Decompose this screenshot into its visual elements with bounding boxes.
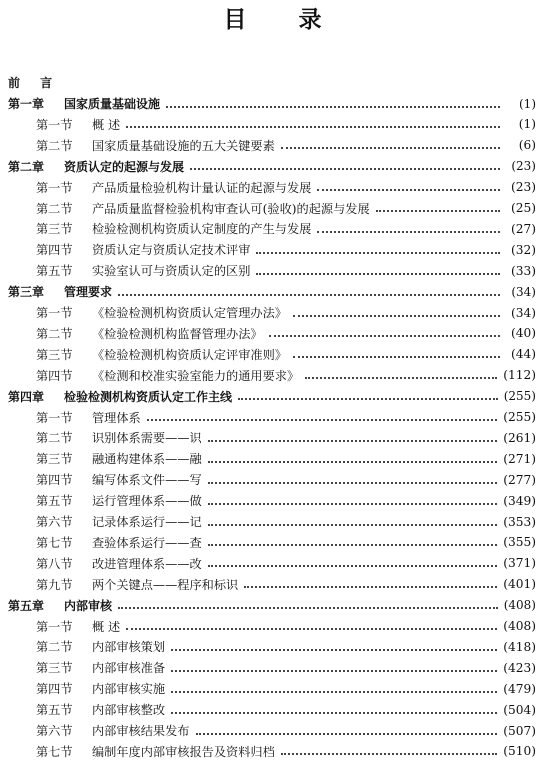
section-entry[interactable] (0, 302, 536, 323)
chapter-entry[interactable] (0, 386, 536, 407)
entry-title: 产品质量检验机构计量认证的起源与发展 (92, 180, 312, 195)
entry-page-number: (261) (503, 430, 536, 445)
entry-page-number: (44) (510, 347, 536, 362)
entry-title: 运行管理体系——做 (92, 494, 202, 509)
preface-label: 前 言 (8, 76, 61, 90)
section-entry[interactable] (0, 636, 536, 657)
dot-leader (196, 719, 498, 735)
entry-number: 第八节 (36, 556, 73, 571)
entry-page-number: (504) (503, 702, 536, 717)
section-entry[interactable] (0, 657, 536, 678)
dot-leader (244, 572, 497, 588)
dot-leader (171, 698, 497, 714)
dot-leader (269, 321, 500, 337)
entry-number: 第七节 (36, 535, 73, 550)
entry-page-number: (1) (519, 96, 536, 111)
entry-page-number: (112) (503, 368, 536, 383)
entry-title: 识别体系需要——识 (92, 431, 202, 446)
entry-title: 检验检测机构资质认定制度的产生与发展 (92, 222, 312, 237)
section-entry[interactable] (0, 574, 536, 595)
entry-page-number: (408) (503, 619, 536, 633)
entry-title: 两个关键点——程序和标识 (92, 577, 239, 592)
section-entry[interactable] (0, 114, 536, 135)
section-entry[interactable] (0, 490, 536, 511)
entry-number: 第五节 (36, 703, 73, 718)
section-entry[interactable] (0, 511, 536, 532)
dot-leader (305, 363, 497, 379)
entry-title: 编写体系文件——写 (92, 473, 202, 488)
entry-page-number: (34) (511, 284, 536, 299)
section-entry[interactable] (0, 344, 536, 365)
entry-page-number: (32) (510, 242, 536, 257)
entry-number: 第一节 (36, 306, 73, 320)
entry-page-number: (371) (503, 556, 536, 571)
entry-number: 第三节 (36, 347, 73, 362)
entry-page-number: (27) (510, 221, 536, 236)
entry-title: 《检验检测机构监督管理办法》 (92, 326, 263, 341)
chapter-entry[interactable] (0, 595, 536, 616)
chapter-entry[interactable] (0, 281, 536, 302)
entry-page-number: (510) (503, 744, 536, 759)
dot-leader (118, 593, 498, 609)
section-entry[interactable] (0, 741, 536, 762)
section-entry[interactable] (0, 260, 536, 281)
entry-title: 资质认定的起源与发展 (64, 159, 185, 174)
entry-title: 内部审核实施 (92, 682, 166, 697)
section-entry[interactable] (0, 177, 536, 198)
entry-number: 第一节 (36, 410, 73, 425)
dot-leader (317, 217, 500, 233)
dot-leader (208, 426, 498, 442)
entry-number: 第四节 (36, 243, 73, 258)
dot-leader (238, 384, 498, 400)
preface-entry[interactable] (0, 72, 536, 93)
entry-title: 内部审核结果发布 (92, 724, 190, 738)
entry-number: 第七节 (36, 744, 73, 759)
entry-page-number: (408) (503, 598, 536, 613)
entry-title: 内部审核策划 (92, 640, 166, 655)
entry-number: 第二节 (36, 640, 73, 655)
dot-leader (171, 656, 497, 672)
section-entry[interactable] (0, 448, 536, 469)
section-entry[interactable] (0, 198, 536, 219)
entry-page-number: (271) (503, 451, 536, 466)
entry-title: 内部审核 (64, 598, 113, 613)
dot-leader (293, 301, 500, 317)
dot-leader (208, 510, 498, 526)
entry-title: 检验检测机构资质认定工作主线 (64, 389, 233, 404)
entry-page-number: (6) (518, 138, 536, 153)
dot-leader (281, 133, 500, 149)
section-entry[interactable] (0, 678, 536, 699)
section-entry[interactable] (0, 616, 536, 637)
dot-leader (208, 530, 498, 546)
dot-leader (126, 614, 497, 630)
entry-page-number: (277) (503, 472, 536, 487)
entry-number: 第二节 (36, 138, 73, 153)
page-title: 目 录 (223, 7, 344, 33)
section-entry[interactable] (0, 720, 536, 741)
section-entry[interactable] (0, 323, 536, 344)
entry-number: 第六节 (36, 724, 73, 738)
entry-title: 概 述 (92, 619, 121, 634)
entry-page-number: (34) (510, 305, 536, 320)
section-entry[interactable] (0, 365, 536, 386)
dot-leader (256, 238, 500, 254)
entry-page-number: (507) (503, 723, 536, 738)
entry-number: 第一节 (36, 619, 73, 634)
entry-number: 第一节 (36, 117, 73, 132)
entry-number: 第二节 (36, 201, 73, 216)
section-entry[interactable] (0, 553, 536, 574)
entry-title: 管理体系 (92, 410, 141, 425)
entry-title: 《检验检测机构资质认定管理办法》 (92, 306, 287, 320)
entry-page-number: (23) (511, 159, 536, 174)
dot-leader (147, 405, 497, 421)
section-entry[interactable] (0, 135, 536, 156)
dot-leader (293, 342, 500, 358)
entry-number: 第四节 (36, 473, 73, 488)
entry-number: 第二章 (8, 159, 45, 174)
entry-number: 第二节 (36, 326, 73, 341)
entry-number: 第三节 (36, 222, 73, 237)
entry-number: 第四节 (36, 682, 73, 697)
entry-title: 《检验检测机构资质认定评审准则》 (92, 347, 287, 362)
entry-title: 国家质量基础设施的五大关键要素 (92, 138, 275, 153)
chapter-entry[interactable] (0, 156, 536, 177)
entry-number: 第五章 (8, 598, 45, 613)
entry-number: 第四章 (8, 389, 45, 404)
entry-title: 管理要求 (64, 285, 113, 300)
chapter-entry[interactable] (0, 93, 536, 114)
dot-leader (171, 677, 497, 693)
dot-leader (256, 259, 500, 275)
dot-leader (126, 112, 500, 128)
section-entry[interactable] (0, 239, 536, 260)
entry-page-number: (401) (503, 577, 536, 592)
entry-page-number: (349) (503, 493, 536, 508)
dot-leader (317, 175, 500, 191)
entry-page-number: (353) (503, 514, 536, 529)
entry-title: 内部审核准备 (92, 661, 166, 676)
entry-page-number: (423) (503, 660, 536, 675)
section-entry[interactable] (0, 469, 536, 490)
dot-leader (190, 154, 500, 170)
dot-leader (118, 280, 500, 296)
entry-title: 查验体系运行——查 (92, 535, 202, 550)
entry-title: 内部审核整改 (92, 703, 166, 718)
entry-title: 融通构建体系——融 (92, 452, 202, 467)
entry-page-number: (418) (503, 639, 536, 654)
entry-page-number: (25) (510, 201, 536, 215)
entry-page-number: (23) (510, 180, 536, 195)
entry-title: 国家质量基础设施 (64, 97, 161, 111)
entry-title: 记录体系运行——记 (92, 515, 202, 529)
entry-number: 第三节 (36, 452, 73, 467)
entry-number: 第一章 (8, 97, 45, 111)
entry-number: 第五节 (36, 264, 73, 279)
entry-number: 第三节 (36, 661, 73, 676)
entry-page-number: (1) (518, 117, 536, 132)
entry-page-number: (355) (503, 535, 536, 550)
dot-leader (171, 635, 497, 651)
section-entry[interactable] (0, 532, 536, 553)
dot-leader (376, 196, 500, 212)
dot-leader (281, 739, 497, 755)
entry-number: 第五节 (36, 494, 73, 509)
entry-number: 第六节 (36, 515, 73, 529)
entry-number: 第三章 (8, 285, 45, 300)
entry-page-number: (255) (503, 410, 536, 424)
dot-leader (208, 489, 498, 505)
entry-title: 改进管理体系——改 (92, 556, 202, 571)
dot-leader (208, 551, 498, 567)
entry-number: 第九节 (36, 577, 73, 592)
section-entry[interactable] (0, 699, 536, 720)
entry-title: 编制年度内部审核报告及资料归档 (92, 744, 275, 759)
entry-page-number: (40) (510, 326, 536, 341)
section-entry[interactable] (0, 407, 536, 428)
section-entry[interactable] (0, 218, 536, 239)
entry-title: 资质认定与资质认定技术评审 (92, 243, 251, 258)
dot-leader (208, 468, 498, 484)
entry-page-number: (255) (503, 389, 536, 404)
entry-number: 第四节 (36, 368, 73, 383)
entry-number: 第二节 (36, 431, 73, 446)
entry-page-number: (479) (503, 681, 536, 696)
section-entry[interactable] (0, 427, 536, 448)
dot-leader (166, 92, 500, 108)
dot-leader (208, 447, 498, 463)
entry-title: 产品质量监督检验机构审查认可(验收)的起源与发展 (92, 201, 370, 216)
entry-title: 实验室认可与资质认定的区别 (92, 264, 251, 279)
entry-title: 《检测和校准实验室能力的通用要求》 (92, 368, 300, 383)
entry-page-number: (33) (510, 263, 536, 278)
entry-number: 第一节 (36, 180, 73, 195)
entry-title: 概 述 (92, 117, 121, 132)
